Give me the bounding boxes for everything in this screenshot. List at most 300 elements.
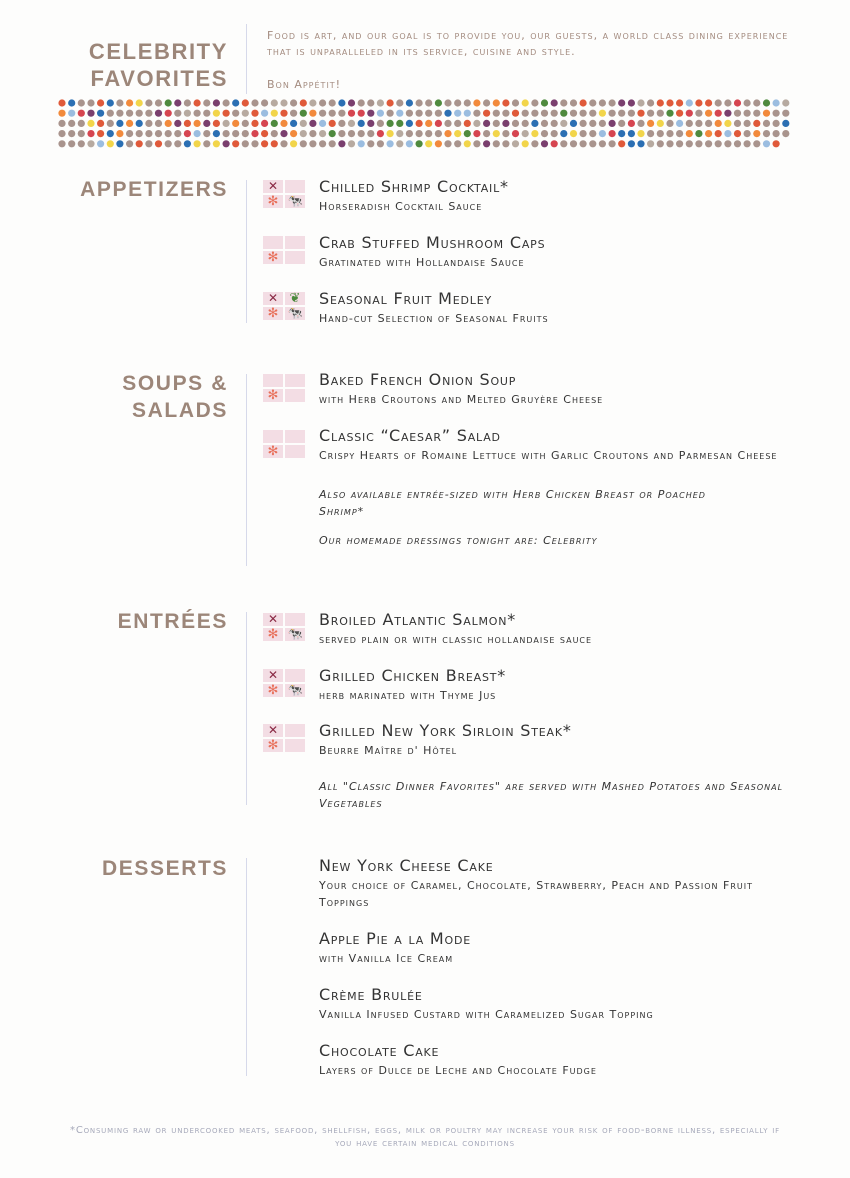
pattern-dot bbox=[87, 120, 94, 127]
pattern-dot bbox=[232, 99, 239, 106]
pattern-dot bbox=[348, 130, 355, 137]
pattern-dot bbox=[87, 130, 94, 137]
pattern-dot bbox=[541, 99, 548, 106]
pattern-dot bbox=[261, 120, 268, 127]
pattern-dot bbox=[290, 99, 297, 106]
pattern-dot bbox=[97, 130, 104, 137]
pattern-dot bbox=[473, 120, 480, 127]
pattern-dot bbox=[425, 140, 432, 147]
pattern-dot bbox=[657, 120, 664, 127]
item-name: Crème Brulée bbox=[319, 985, 423, 1004]
pattern-dot bbox=[290, 120, 297, 127]
pattern-dot bbox=[570, 120, 577, 127]
pattern-dot bbox=[107, 120, 114, 127]
pattern-dot bbox=[715, 110, 722, 117]
pattern-dot bbox=[126, 140, 133, 147]
pattern-dot bbox=[165, 130, 172, 137]
pattern-dot bbox=[348, 99, 355, 106]
pattern-dot bbox=[502, 110, 509, 117]
pattern-dot bbox=[290, 140, 297, 147]
pattern-dot bbox=[319, 120, 326, 127]
pattern-dot bbox=[367, 120, 374, 127]
pattern-dot bbox=[58, 140, 65, 147]
sign-off: Bon Appétit! bbox=[267, 78, 342, 91]
menu-item bbox=[319, 857, 789, 911]
item-description: Hand-cut Selection of Seasonal Fruits bbox=[319, 312, 549, 325]
pattern-dot bbox=[58, 130, 65, 137]
pattern-dot bbox=[560, 140, 567, 147]
pattern-dot bbox=[223, 110, 230, 117]
pattern-dot bbox=[406, 99, 413, 106]
pattern-dot bbox=[416, 99, 423, 106]
page-title: CELEBRITY FAVORITES bbox=[88, 39, 228, 91]
pattern-dot bbox=[145, 140, 152, 147]
menu-item bbox=[319, 234, 789, 271]
pattern-dot bbox=[715, 120, 722, 127]
pattern-dot bbox=[203, 120, 210, 127]
pattern-dot bbox=[637, 99, 644, 106]
section-divider bbox=[246, 612, 247, 805]
menu-item bbox=[319, 667, 789, 704]
pattern-dot bbox=[531, 110, 538, 117]
dairy-cow-icon: 🐄 bbox=[287, 194, 303, 208]
pattern-dot bbox=[116, 140, 123, 147]
pattern-dot bbox=[194, 110, 201, 117]
pattern-dot bbox=[396, 110, 403, 117]
menu-item bbox=[319, 722, 789, 759]
pattern-dot bbox=[493, 130, 500, 137]
pattern-dot bbox=[223, 130, 230, 137]
pattern-dot bbox=[473, 99, 480, 106]
vegetarian-star-icon: ✻ bbox=[267, 738, 279, 753]
pattern-dot bbox=[589, 120, 596, 127]
pattern-dot bbox=[618, 130, 625, 137]
pattern-dot bbox=[531, 140, 538, 147]
pattern-dot bbox=[116, 99, 123, 106]
menu-item bbox=[319, 611, 789, 648]
pattern-dot bbox=[271, 140, 278, 147]
pattern-dot bbox=[261, 130, 268, 137]
pattern-dot bbox=[744, 140, 751, 147]
pattern-dot bbox=[464, 110, 471, 117]
pattern-dot bbox=[387, 120, 394, 127]
pattern-dot bbox=[136, 99, 143, 106]
pattern-dot bbox=[194, 140, 201, 147]
pattern-dot bbox=[280, 140, 287, 147]
item-description: Crispy Hearts of Romaine Lettuce with Garlic Croutons and Parmesan Cheese bbox=[319, 449, 778, 462]
intro-text: Food is art, and our goal is to provide you, our guests, a world class dining experience that is unparalleled in its service, cuisine and style. bbox=[267, 29, 789, 58]
vegetarian-star-icon: ✻ bbox=[267, 444, 279, 459]
pattern-dot bbox=[773, 130, 780, 137]
item-description: Your choice of Caramel, Chocolate, Strawberry, Peach and Passion Fruit Toppings bbox=[319, 879, 753, 909]
pattern-dot bbox=[367, 130, 374, 137]
pattern-dot bbox=[358, 130, 365, 137]
item-name: Crab Stuffed Mushroom Caps bbox=[319, 233, 546, 252]
pattern-dot bbox=[309, 99, 316, 106]
pattern-dot bbox=[502, 130, 509, 137]
pattern-dot bbox=[309, 120, 316, 127]
pattern-dot bbox=[541, 140, 548, 147]
pattern-dot bbox=[290, 130, 297, 137]
pattern-dot bbox=[406, 130, 413, 137]
pattern-dot bbox=[271, 99, 278, 106]
pattern-dot bbox=[628, 110, 635, 117]
pattern-dot bbox=[628, 99, 635, 106]
pattern-dot bbox=[271, 110, 278, 117]
pattern-dot bbox=[425, 110, 432, 117]
pattern-dot bbox=[763, 130, 770, 137]
pattern-dot bbox=[329, 120, 336, 127]
pattern-dot bbox=[599, 110, 606, 117]
pattern-dot bbox=[444, 99, 451, 106]
pattern-dot bbox=[68, 130, 75, 137]
pattern-dot bbox=[647, 120, 654, 127]
pattern-dot bbox=[116, 120, 123, 127]
pattern-dot bbox=[580, 120, 587, 127]
section-title-entrees: ENTRÉES bbox=[117, 610, 228, 633]
vegetarian-star-icon: ✻ bbox=[267, 194, 279, 209]
pattern-dot bbox=[358, 99, 365, 106]
pattern-dot bbox=[473, 130, 480, 137]
no-fish-icon: ✕ bbox=[267, 291, 279, 305]
pattern-dot bbox=[531, 120, 538, 127]
pattern-dot bbox=[136, 130, 143, 137]
menu-item bbox=[319, 427, 789, 464]
dairy-cow-icon: 🐄 bbox=[287, 627, 303, 641]
pattern-dot bbox=[68, 110, 75, 117]
pattern-dot bbox=[628, 130, 635, 137]
pattern-dot bbox=[126, 130, 133, 137]
pattern-dot bbox=[396, 130, 403, 137]
pattern-dot bbox=[512, 110, 519, 117]
pattern-dot bbox=[724, 110, 731, 117]
pattern-dot bbox=[715, 140, 722, 147]
pattern-dot bbox=[136, 110, 143, 117]
pattern-dot bbox=[705, 130, 712, 137]
pattern-dot bbox=[435, 140, 442, 147]
pattern-dot bbox=[734, 99, 741, 106]
vegetarian-star-icon: ✻ bbox=[267, 683, 279, 698]
pattern-dot bbox=[387, 110, 394, 117]
pattern-dot bbox=[522, 110, 529, 117]
pattern-dot bbox=[203, 110, 210, 117]
pattern-dot bbox=[589, 99, 596, 106]
pattern-dot bbox=[358, 140, 365, 147]
pattern-dot bbox=[589, 140, 596, 147]
pattern-dot bbox=[435, 130, 442, 137]
pattern-dot bbox=[271, 130, 278, 137]
pattern-dot bbox=[628, 120, 635, 127]
pattern-dot bbox=[367, 110, 374, 117]
pattern-dot bbox=[589, 130, 596, 137]
no-fish-icon: ✕ bbox=[267, 612, 279, 626]
item-description: Horseradish Cocktail Sauce bbox=[319, 200, 483, 213]
pattern-dot bbox=[637, 140, 644, 147]
pattern-dot bbox=[541, 130, 548, 137]
pattern-dot bbox=[416, 140, 423, 147]
menu-item bbox=[319, 178, 789, 215]
pattern-dot bbox=[647, 130, 654, 137]
pattern-dot bbox=[232, 140, 239, 147]
pattern-dot bbox=[107, 99, 114, 106]
pattern-dot bbox=[78, 120, 85, 127]
pattern-dot bbox=[319, 110, 326, 117]
pattern-dot bbox=[609, 130, 616, 137]
pattern-dot bbox=[184, 130, 191, 137]
pattern-dot bbox=[657, 140, 664, 147]
pattern-dot bbox=[647, 140, 654, 147]
dietary-icons bbox=[263, 292, 305, 320]
pattern-dot bbox=[444, 130, 451, 137]
pattern-dot bbox=[396, 99, 403, 106]
pattern-dot bbox=[165, 110, 172, 117]
pattern-dot bbox=[773, 99, 780, 106]
pattern-dot bbox=[551, 120, 558, 127]
pattern-dot bbox=[155, 120, 162, 127]
pattern-dot bbox=[251, 99, 258, 106]
pattern-dot bbox=[512, 120, 519, 127]
menu-item bbox=[319, 986, 789, 1023]
pattern-dot bbox=[300, 99, 307, 106]
pattern-dot bbox=[493, 99, 500, 106]
pattern-dot bbox=[657, 99, 664, 106]
pattern-dot bbox=[724, 99, 731, 106]
pattern-dot bbox=[551, 99, 558, 106]
dietary-icons bbox=[263, 236, 305, 264]
pattern-dot bbox=[223, 99, 230, 106]
pattern-dot bbox=[194, 99, 201, 106]
dairy-cow-icon: 🐄 bbox=[287, 306, 303, 320]
pattern-dot bbox=[425, 120, 432, 127]
pattern-dot bbox=[68, 140, 75, 147]
pattern-dot bbox=[782, 99, 789, 106]
pattern-dot bbox=[560, 130, 567, 137]
pattern-dot bbox=[68, 99, 75, 106]
pattern-dot bbox=[78, 140, 85, 147]
item-name: Classic “Caesar” Salad bbox=[319, 426, 501, 445]
section-title-soups-salads: SOUPS & SALADS bbox=[122, 372, 228, 422]
pattern-dot bbox=[609, 140, 616, 147]
pattern-dot bbox=[338, 140, 345, 147]
pattern-dot bbox=[753, 99, 760, 106]
pattern-dot bbox=[242, 140, 249, 147]
pattern-dot bbox=[483, 99, 490, 106]
pattern-dot bbox=[695, 140, 702, 147]
dietary-icons bbox=[263, 613, 305, 641]
dairy-cow-icon: 🐄 bbox=[287, 683, 303, 697]
pattern-dot bbox=[329, 130, 336, 137]
pattern-dot bbox=[155, 110, 162, 117]
pattern-dot bbox=[724, 120, 731, 127]
pattern-dot bbox=[522, 140, 529, 147]
pattern-dot bbox=[174, 140, 181, 147]
pattern-dot bbox=[454, 110, 461, 117]
menu-note: Our homemade dressings tonight are: Celebrity bbox=[319, 534, 598, 547]
pattern-dot bbox=[647, 110, 654, 117]
pattern-dot bbox=[232, 120, 239, 127]
pattern-dot bbox=[560, 99, 567, 106]
pattern-dot bbox=[618, 110, 625, 117]
pattern-dot bbox=[300, 120, 307, 127]
dietary-icons bbox=[263, 669, 305, 697]
pattern-dot bbox=[145, 110, 152, 117]
pattern-dot bbox=[213, 110, 220, 117]
pattern-dot bbox=[628, 140, 635, 147]
pattern-dot bbox=[512, 140, 519, 147]
pattern-dot bbox=[444, 120, 451, 127]
item-description: Gratinated with Hollandaise Sauce bbox=[319, 256, 525, 269]
pattern-dot bbox=[300, 130, 307, 137]
pattern-dot bbox=[666, 140, 673, 147]
pattern-dot bbox=[502, 120, 509, 127]
pattern-dot bbox=[358, 120, 365, 127]
pattern-dot bbox=[618, 140, 625, 147]
pattern-dot bbox=[753, 140, 760, 147]
pattern-dot bbox=[724, 140, 731, 147]
item-description: Layers of Dulce de Leche and Chocolate Fudge bbox=[319, 1064, 597, 1077]
pattern-dot bbox=[280, 130, 287, 137]
pattern-dot bbox=[155, 99, 162, 106]
item-description: Vanilla Infused Custard with Caramelized Sugar Topping bbox=[319, 1008, 654, 1021]
pattern-dot bbox=[290, 110, 297, 117]
pattern-dot bbox=[78, 110, 85, 117]
menu-item bbox=[319, 930, 789, 967]
pattern-dot bbox=[174, 99, 181, 106]
pattern-dot bbox=[705, 120, 712, 127]
pattern-dot bbox=[58, 99, 65, 106]
pattern-dot bbox=[213, 130, 220, 137]
pattern-dot bbox=[522, 99, 529, 106]
pattern-dot bbox=[666, 120, 673, 127]
pattern-dot bbox=[203, 130, 210, 137]
pattern-dot bbox=[126, 99, 133, 106]
pattern-dot bbox=[522, 120, 529, 127]
item-name: Apple Pie a la Mode bbox=[319, 929, 471, 948]
pattern-dot bbox=[483, 110, 490, 117]
pattern-dot bbox=[551, 130, 558, 137]
pattern-dot bbox=[695, 110, 702, 117]
pattern-dot bbox=[416, 110, 423, 117]
pattern-dot bbox=[425, 99, 432, 106]
pattern-dot bbox=[184, 99, 191, 106]
pattern-dot bbox=[493, 110, 500, 117]
pattern-dot bbox=[261, 110, 268, 117]
pattern-dot bbox=[560, 120, 567, 127]
pattern-dot bbox=[666, 110, 673, 117]
pattern-dot bbox=[705, 110, 712, 117]
pattern-dot bbox=[512, 99, 519, 106]
pattern-dot bbox=[541, 120, 548, 127]
pattern-dot bbox=[454, 140, 461, 147]
pattern-dot bbox=[782, 110, 789, 117]
vegetarian-star-icon: ✻ bbox=[267, 250, 279, 265]
pattern-dot bbox=[251, 140, 258, 147]
pattern-dot bbox=[280, 99, 287, 106]
pattern-dot bbox=[734, 130, 741, 137]
pattern-dot bbox=[782, 130, 789, 137]
pattern-dot bbox=[609, 120, 616, 127]
pattern-dot bbox=[242, 99, 249, 106]
pattern-dot bbox=[68, 120, 75, 127]
pattern-dot bbox=[107, 130, 114, 137]
pattern-dot bbox=[78, 130, 85, 137]
pattern-dot bbox=[666, 99, 673, 106]
pattern-dot bbox=[734, 120, 741, 127]
pattern-dot bbox=[174, 130, 181, 137]
pattern-dot bbox=[551, 140, 558, 147]
pattern-dot bbox=[203, 99, 210, 106]
pattern-dot bbox=[145, 99, 152, 106]
item-description: Beurre Maître d' Hôtel bbox=[319, 744, 458, 757]
pattern-dot bbox=[676, 110, 683, 117]
vegetarian-star-icon: ✻ bbox=[267, 627, 279, 642]
pattern-dot bbox=[734, 110, 741, 117]
pattern-dot bbox=[97, 110, 104, 117]
pattern-dot bbox=[329, 99, 336, 106]
pattern-dot bbox=[78, 99, 85, 106]
pattern-dot bbox=[637, 130, 644, 137]
pattern-dot bbox=[560, 110, 567, 117]
pattern-dot bbox=[676, 130, 683, 137]
section-title-desserts: DESSERTS bbox=[102, 857, 228, 880]
pattern-dot bbox=[348, 140, 355, 147]
leaf-icon: ❦ bbox=[289, 291, 301, 306]
pattern-dot bbox=[406, 120, 413, 127]
pattern-dot bbox=[686, 99, 693, 106]
pattern-dot bbox=[406, 110, 413, 117]
pattern-dot bbox=[454, 99, 461, 106]
pattern-dot bbox=[444, 140, 451, 147]
pattern-dot bbox=[599, 99, 606, 106]
pattern-dot bbox=[512, 130, 519, 137]
pattern-dot bbox=[686, 120, 693, 127]
dietary-icons bbox=[263, 724, 305, 752]
pattern-dot bbox=[416, 120, 423, 127]
pattern-dot bbox=[473, 140, 480, 147]
pattern-dot bbox=[705, 99, 712, 106]
pattern-dot bbox=[580, 130, 587, 137]
pattern-dot bbox=[695, 99, 702, 106]
pattern-dot bbox=[251, 130, 258, 137]
menu-note: Also available entrée-sized with Herb Chicken Breast or Poached Shrimp* bbox=[319, 488, 706, 518]
pattern-dot bbox=[126, 120, 133, 127]
pattern-dot bbox=[242, 130, 249, 137]
pattern-dot bbox=[184, 140, 191, 147]
item-name: Grilled Chicken Breast* bbox=[319, 666, 507, 685]
pattern-dot bbox=[541, 110, 548, 117]
pattern-dot bbox=[136, 140, 143, 147]
pattern-dot bbox=[348, 120, 355, 127]
dot-pattern-banner bbox=[0, 0, 850, 160]
pattern-dot bbox=[367, 140, 374, 147]
pattern-dot bbox=[319, 99, 326, 106]
pattern-dot bbox=[773, 110, 780, 117]
pattern-dot bbox=[251, 120, 258, 127]
item-description: with Herb Croutons and Melted Gruyère Cheese bbox=[319, 393, 604, 406]
pattern-dot bbox=[657, 110, 664, 117]
pattern-dot bbox=[155, 140, 162, 147]
pattern-dot bbox=[58, 110, 65, 117]
pattern-dot bbox=[261, 99, 268, 106]
pattern-dot bbox=[261, 140, 268, 147]
pattern-dot bbox=[763, 120, 770, 127]
pattern-dot bbox=[454, 130, 461, 137]
pattern-dot bbox=[309, 140, 316, 147]
pattern-dot bbox=[280, 120, 287, 127]
pattern-dot bbox=[753, 110, 760, 117]
pattern-dot bbox=[676, 99, 683, 106]
pattern-dot bbox=[87, 140, 94, 147]
